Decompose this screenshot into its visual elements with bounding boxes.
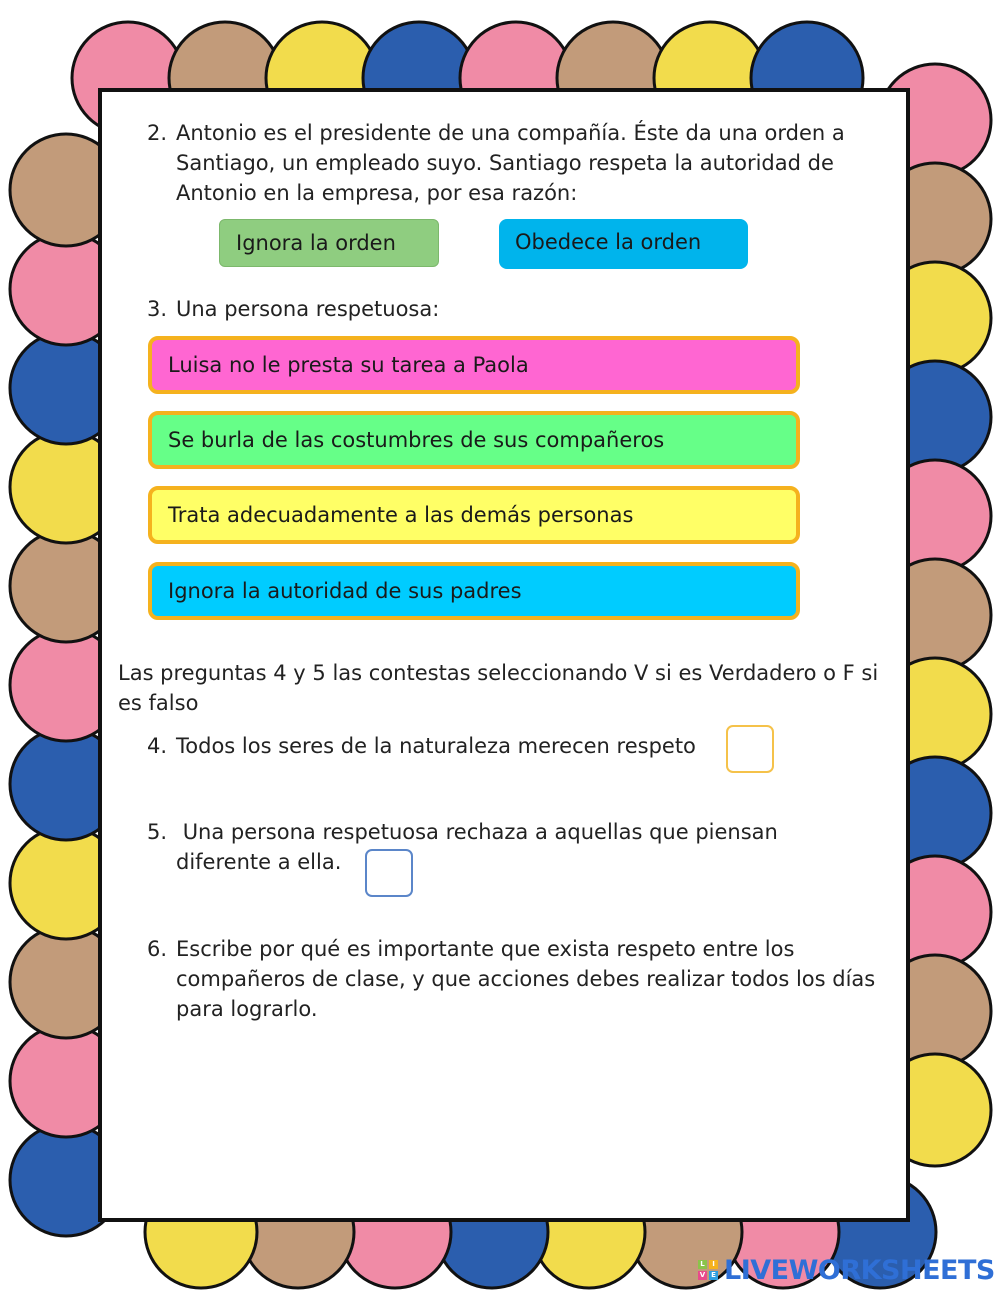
question-4 <box>147 731 747 761</box>
logo-mark-letter: V <box>699 1271 706 1279</box>
question-6-number: 6. <box>147 937 168 961</box>
logo-mark-letter: E <box>709 1271 718 1280</box>
instructions-text: Las preguntas 4 y 5 las contestas seleccionando V si es Verdadero o F si es falso <box>118 661 879 715</box>
question-3-text: Una persona respetuosa: <box>176 297 440 321</box>
question-3-number: 3. <box>147 297 168 321</box>
question-2 <box>147 118 887 210</box>
answer-box-question-5[interactable] <box>365 849 413 897</box>
option-se-burla[interactable] <box>148 411 800 469</box>
question-4-text: Todos los seres de la naturaleza merecen respeto <box>176 734 696 758</box>
option-label: Trata adecuadamente a las demás personas <box>168 503 634 527</box>
logo-mark-letter: L <box>698 1260 707 1269</box>
liveworksheets-logo <box>698 1253 995 1287</box>
option-label: Se burla de las costumbres de sus compañeros <box>168 428 665 452</box>
question-4-number: 4. <box>147 734 168 758</box>
option-luisa-no-le-presta[interactable] <box>148 336 800 394</box>
liveworksheets-text: LIVEWORKSHEETS <box>724 1254 995 1286</box>
question-5-number: 5. <box>147 820 168 844</box>
question-5-text: Una persona respetuosa rechaza a aquellas que piensan diferente a ella. <box>176 820 785 874</box>
option-trata-adecuadamente[interactable] <box>148 486 800 544</box>
question-6-text: Escribe por qué es importante que exista respeto entre los compañeros de clase, y que acciones debes realizar todos los días para lograrlo. <box>176 937 876 1021</box>
answer-box-question-4[interactable] <box>726 725 774 773</box>
question-2-number: 2. <box>147 121 168 145</box>
question-6 <box>147 934 887 1026</box>
liveworksheets-mark-icon <box>698 1260 718 1280</box>
option-label: Obedece la orden <box>515 230 702 254</box>
option-label: Ignora la autoridad de sus padres <box>168 579 522 603</box>
option-label: Luisa no le presta su tarea a Paola <box>168 353 529 377</box>
question-2-text: Antonio es el presidente de una compañía. Éste da una orden a Santiago, un empleado suyo. Santiago respeta la autoridad de Antonio en la empresa, por esa razón: <box>176 121 845 205</box>
option-ignora-la-orden[interactable] <box>219 219 439 267</box>
option-label: Ignora la orden <box>236 231 396 255</box>
option-obedece-la-orden[interactable] <box>499 219 748 269</box>
logo-mark-letter: I <box>709 1260 718 1269</box>
question-5 <box>147 817 887 877</box>
option-ignora-la-autoridad[interactable] <box>148 562 800 620</box>
question-3 <box>147 294 887 324</box>
